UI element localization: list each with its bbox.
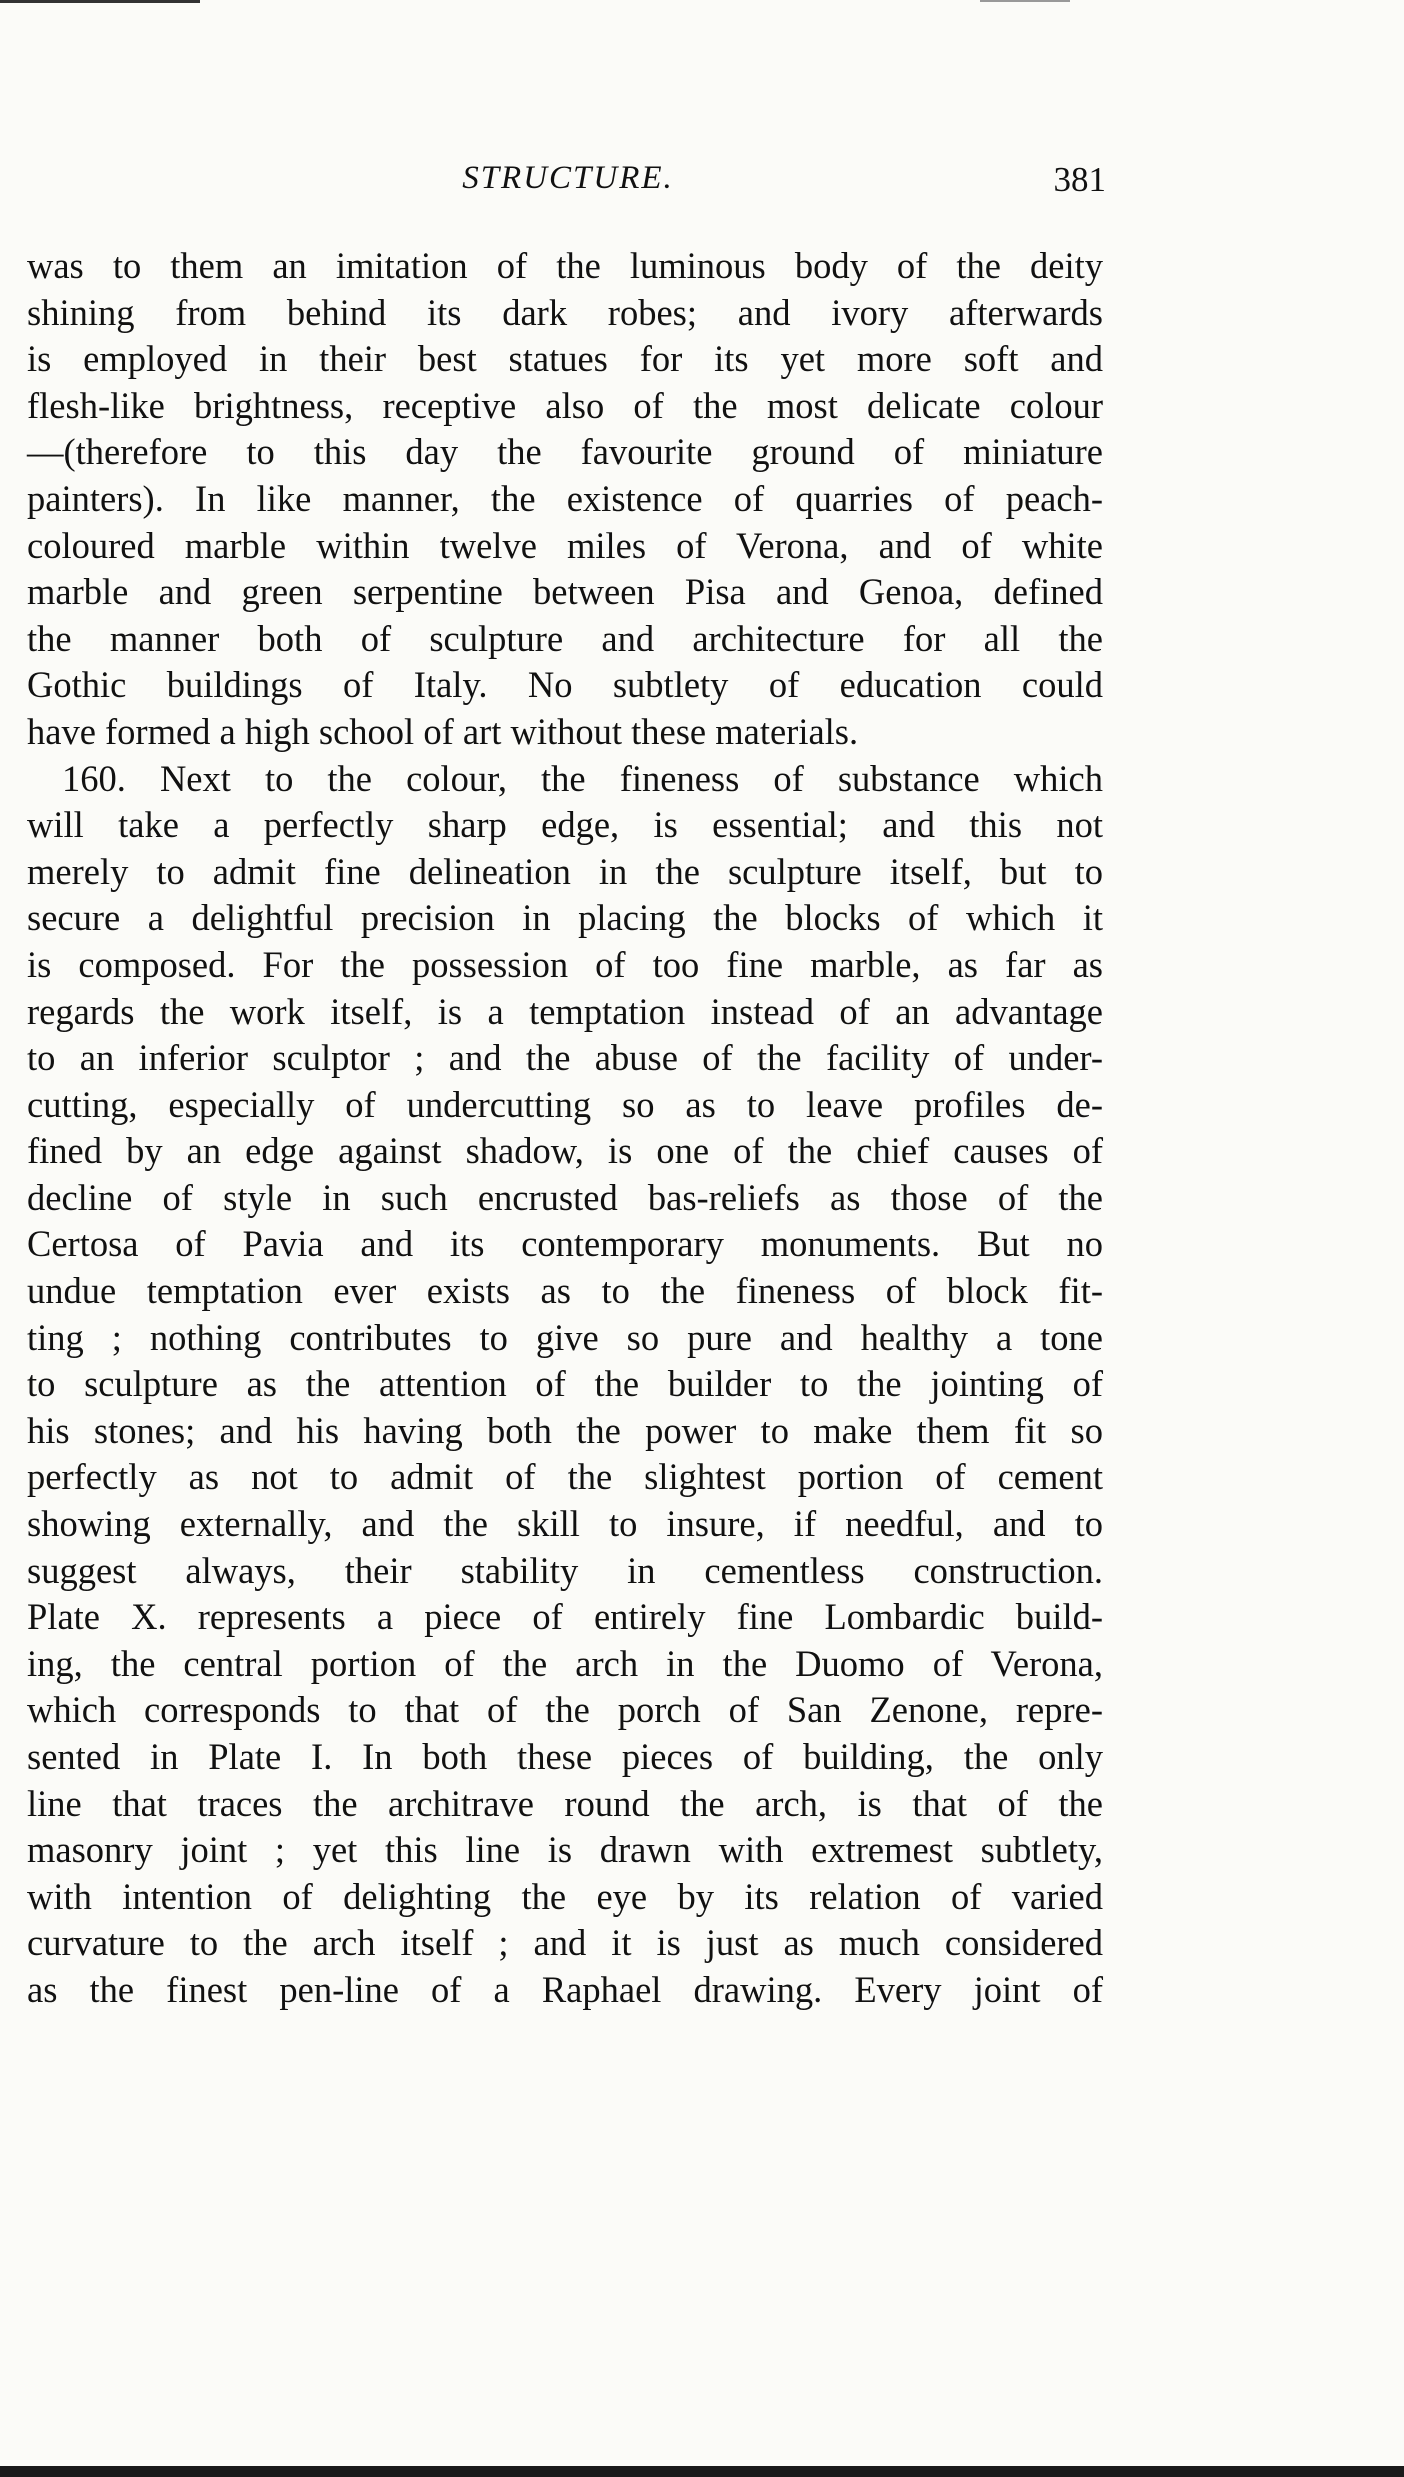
text-line: to an inferior sculptor ; and the abuse of the facility of under- xyxy=(27,1037,1103,1079)
text-line: have formed a high school of art without these materials. xyxy=(27,710,859,752)
text-line: merely to admit fine delineation in the sculpture itself, but to xyxy=(27,850,1103,892)
text-line: secure a delightful precision in placing the blocks of which it xyxy=(27,897,1103,939)
text-line: —(therefore to this day the favourite ground of miniature xyxy=(27,431,1103,473)
text-line: Plate X. represents a piece of entirely fine Lombardic build- xyxy=(27,1596,1103,1638)
text-line: curvature to the arch itself ; and it is just as much considered xyxy=(27,1922,1103,1964)
text-line: is employed in their best statues for its yet more soft and xyxy=(27,338,1103,380)
text-line: showing externally, and the skill to insure, if needful, and to xyxy=(27,1503,1103,1545)
text-line: marble and green serpentine between Pisa and Genoa, defined xyxy=(27,571,1103,613)
bottom-edge-rule xyxy=(0,2466,1404,2477)
text-line: regards the work itself, is a temptation instead of an advantage xyxy=(27,990,1103,1032)
text-line: ing, the central portion of the arch in the Duomo of Verona, xyxy=(27,1642,1103,1684)
text-line: painters). In like manner, the existence of quarries of peach- xyxy=(27,477,1103,519)
text-line: coloured marble within twelve miles of Verona, and of white xyxy=(27,524,1103,566)
running-title: STRUCTURE. xyxy=(462,160,674,196)
text-line: with intention of delighting the eye by its relation of varied xyxy=(27,1875,1103,1917)
text-line: decline of style in such encrusted bas-reliefs as those of the xyxy=(27,1176,1103,1218)
text-line: was to them an imitation of the luminous body of the deity xyxy=(27,245,1103,286)
page-number: 381 xyxy=(1053,160,1106,199)
page-header xyxy=(30,160,1106,210)
text-line: perfectly as not to admit of the slightest portion of cement xyxy=(27,1456,1103,1498)
text-line: is composed. For the possession of too fine marble, as far as xyxy=(27,943,1103,985)
text-line: line that traces the architrave round the arch, is that of the xyxy=(27,1782,1103,1824)
paragraph-1 xyxy=(27,243,1103,756)
text-line: to sculpture as the attention of the builder to the jointing of xyxy=(27,1363,1103,1405)
text-line: which corresponds to that of the porch of San Zenone, repre- xyxy=(27,1689,1103,1731)
text-line: Gothic buildings of Italy. No subtlety of education could xyxy=(27,664,1103,706)
text-line: the manner both of sculpture and architecture for all the xyxy=(27,617,1103,659)
top-edge-rule xyxy=(0,0,200,3)
text-line: Certosa of Pavia and its contemporary monuments. But no xyxy=(27,1223,1103,1265)
text-line: will take a perfectly sharp edge, is essential; and this not xyxy=(27,804,1103,846)
text-line: shining from behind its dark robes; and ivory afterwards xyxy=(27,291,1103,333)
text-line: sented in Plate I. In both these pieces of building, the only xyxy=(27,1736,1103,1777)
text-line: masonry joint ; yet this line is drawn with extremest subtlety, xyxy=(27,1829,1103,1871)
text-line: suggest always, their stability in cementless construction. xyxy=(27,1549,1103,1591)
text-line: flesh-like brightness, receptive also of the most delicate colour xyxy=(27,384,1103,426)
text-line: fined by an edge against shadow, is one of the chief causes of xyxy=(27,1130,1103,1172)
body-text xyxy=(27,243,1103,2014)
text-line: 160. Next to the colour, the fineness of substance which xyxy=(62,757,1103,799)
text-line: undue temptation ever exists as to the fineness of block fit- xyxy=(27,1270,1103,1312)
text-line: as the finest pen-line of a Raphael drawing. Every joint of xyxy=(27,1968,1103,2010)
text-line: cutting, especially of undercutting so as to leave profiles de- xyxy=(27,1083,1103,1125)
text-line: his stones; and his having both the power to make them fit so xyxy=(27,1409,1103,1451)
paragraph-2 xyxy=(27,756,1103,2014)
text-line: ting ; nothing contributes to give so pure and healthy a tone xyxy=(27,1316,1103,1358)
top-edge-mark xyxy=(980,0,1070,2)
